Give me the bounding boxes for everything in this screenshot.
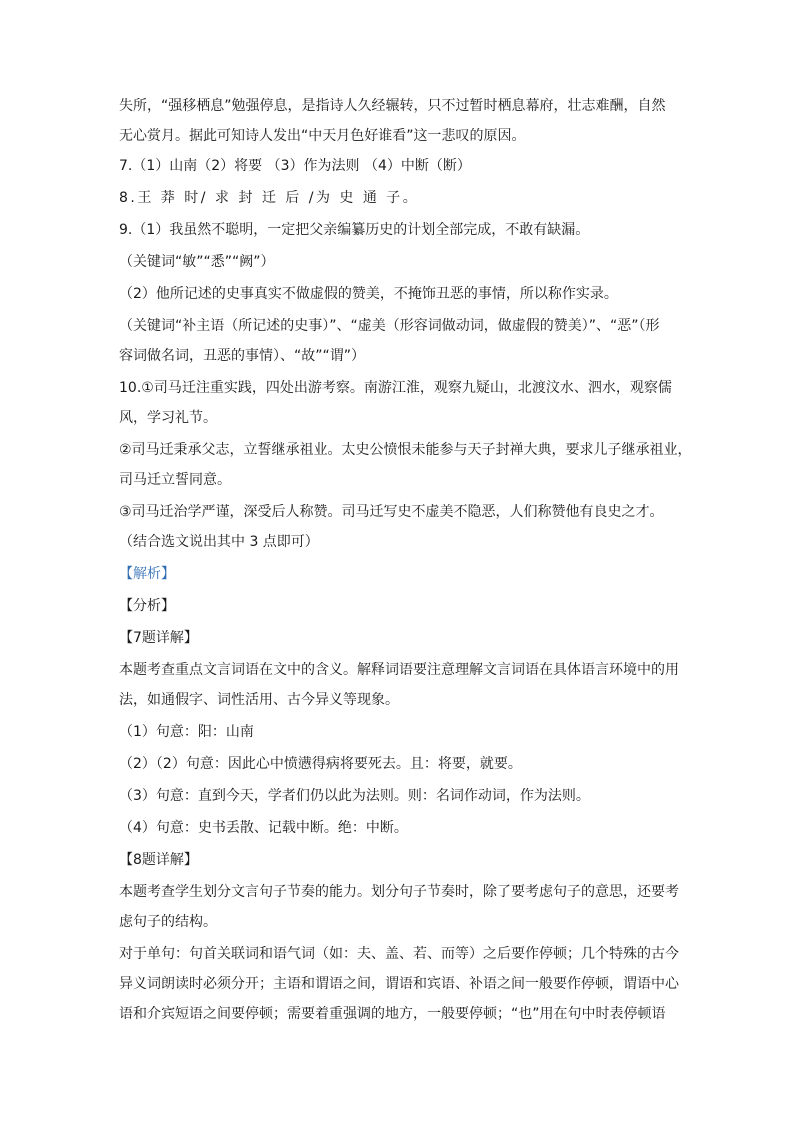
answer-9-1-keywords: （关键词“敏”“悉”“阙”） [119, 254, 275, 270]
paragraph-line: 语和介宾短语之间要停顿；需要着重强调的地方，一般要停顿；“也”用在句中时表停顿语 [119, 1006, 666, 1022]
answer-9-2-keywords: （关键词“补主语（所记述的史事）”、“虚美（形容词做动词，做虚假的赞美）”、“恶”（形 [119, 318, 660, 334]
answer-10-2-cont: 司马迁立誓同意。 [119, 472, 231, 488]
answer-8: 8.王 莽 时/ 求 封 迁 后 /为 史 通 子。 [119, 190, 420, 206]
q7-item-1: （1）句意：阳：山南 [119, 724, 254, 740]
q7-item-4: （4）句意：史书丢散、记载中断。绝：中断。 [119, 820, 408, 836]
paragraph-line: 失所，“强移栖息”勉强停息，是指诗人久经辗转，只不过暂时栖息幕府，壮志难酬，自然 [119, 98, 666, 114]
answer-9-2-keywords-cont: 容词做名词，丑恶的事情）、“故”“谓”） [119, 348, 366, 364]
paragraph-line: 虑句子的结构。 [119, 914, 217, 930]
paragraph-line: 无心赏月。据此可知诗人发出“中天月色好谁看”这一悲叹的原因。 [119, 128, 526, 144]
answer-7: 7.（1）山南（2）将要 （3）作为法则 （4）中断（断） [119, 158, 471, 174]
section-heading-q7: 【7题详解】 [119, 630, 198, 646]
answer-10-2: ②司马迁秉承父志，立誓继承祖业。太史公愤恨未能参与天子封禅大典，要求儿子继承祖业， [119, 442, 692, 458]
paragraph-line: 本题考查重点文言词语在文中的含义。解释词语要注意理解文言词语在具体语言环境中的用 [119, 662, 679, 678]
paragraph-line: 异义词朗读时必须分开；主语和谓语之间，谓语和宾语、补语之间一般要作停顿，谓语中心 [119, 976, 679, 992]
answer-10-1: 10.①司马迁注重实践，四处出游考察。南游江淮，观察九疑山，北渡汶水、泗水，观察儒 [119, 380, 672, 396]
paragraph-line: 法，如通假字、词性活用、古今异义等现象。 [119, 692, 399, 708]
q7-item-2: （2）（2）句意：因此心中愤懑得病将要死去。且：将要，就要。 [119, 756, 522, 772]
q7-item-3: （3）句意：直到今天，学者们仍以此为法则。则：名词作动词，作为法则。 [119, 788, 590, 804]
section-heading-jiexi: 【解析】 [119, 566, 175, 582]
answer-9-2: （2）他所记述的史事真实不做虚假的赞美，不掩饰丑恶的事情，所以称作实录。 [119, 286, 618, 302]
answer-9-1: 9.（1）我虽然不聪明，一定把父亲编纂历史的计划全部完成，不敢有缺漏。 [119, 222, 590, 238]
paragraph-line: 对于单句：句首关联词和语气词（如：夫、盖、若、而等）之后要作停顿；几个特殊的古今 [119, 946, 679, 962]
paragraph-line: 本题考查学生划分文言句子节奏的能力。划分句子节奏时，除了要考虑句子的意思，还要考 [119, 884, 679, 900]
section-heading-fenxi: 【分析】 [119, 598, 175, 614]
answer-10-1-cont: 风，学习礼节。 [119, 410, 217, 426]
document-page [119, 96, 692, 1024]
section-heading-q8: 【8题详解】 [119, 852, 198, 868]
answer-10-note: （结合选文说出其中 3 点即可） [119, 534, 319, 550]
answer-10-3: ③司马迁治学严谨，深受后人称赞。司马迁写史不虚美不隐恶，人们称赞他有良史之才。 [119, 504, 664, 520]
